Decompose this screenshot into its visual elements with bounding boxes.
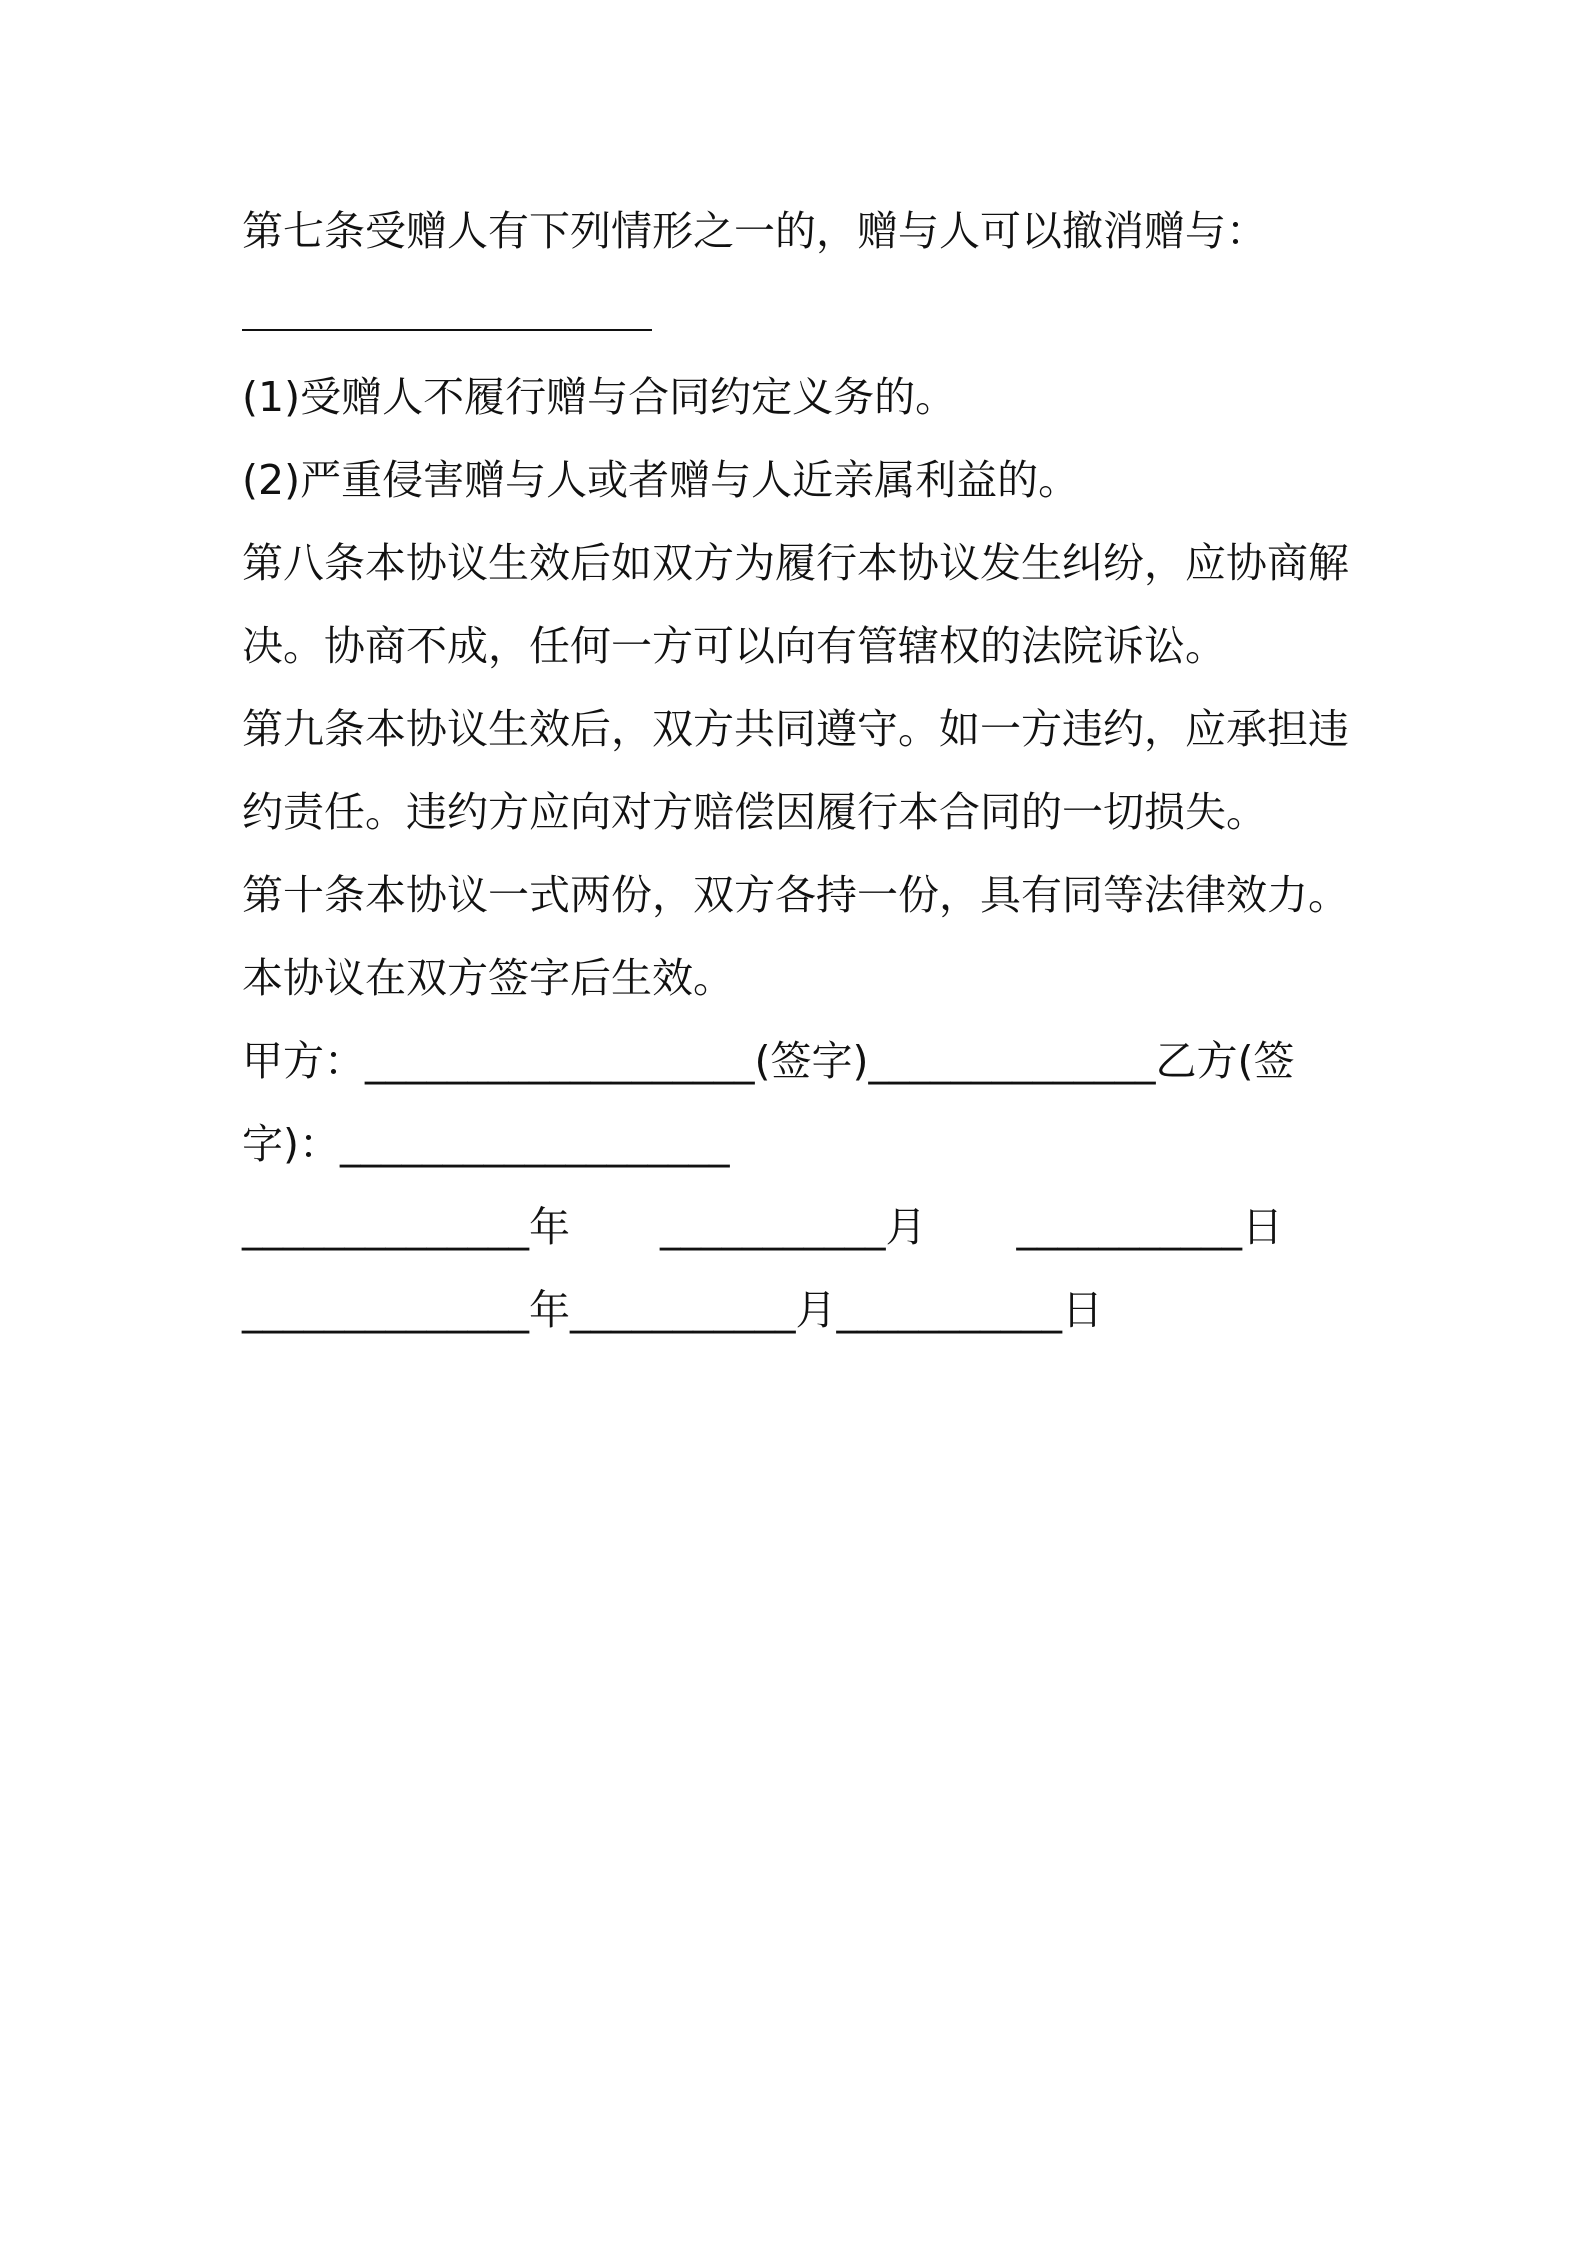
article-9: 第九条本协议生效后，双方共同遵守。如一方违约，应承担违约责任。违约方应向对方赔偿因履行本合同的一切损失。 <box>242 705 1349 836</box>
document-body <box>242 190 1362 1352</box>
year-blank: ______________ <box>242 1203 529 1251</box>
day-label: 日 <box>1242 1203 1283 1251</box>
month-label: 月 <box>885 1203 927 1251</box>
year-label: 年 <box>529 1203 570 1251</box>
month-blank: ___________ <box>660 1203 886 1251</box>
date-row-spaced <box>242 1186 1362 1269</box>
signature-line-1: 甲方：___________________(签字)______________乙方(签 <box>242 1037 1295 1085</box>
fill-in-blank <box>242 273 1362 356</box>
article-8: 第八条本协议生效后如双方为履行本协议发生纠纷，应协商解决。协商不成，任何一方可以向有管辖权的法院诉讼。 <box>242 539 1349 670</box>
article-7-item-2: (2)严重侵害赠与人或者赠与人近亲属利益的。 <box>242 456 1080 504</box>
article-7-heading: 第七条受赠人有下列情形之一的，赠与人可以撤消赠与： <box>242 207 1267 255</box>
article-10: 第十条本协议一式两份，双方各持一份，具有同等法律效力。本协议在双方签字后生效。 <box>242 871 1349 1002</box>
article-7-item-1: (1)受赠人不履行赠与合同约定义务的。 <box>242 373 957 421</box>
date-row-compact: ______________年___________月___________日 <box>242 1286 1103 1334</box>
blank-underline <box>242 329 652 331</box>
signature-line-2: 字)：___________________ <box>242 1120 730 1168</box>
day-blank: ___________ <box>1016 1203 1242 1251</box>
